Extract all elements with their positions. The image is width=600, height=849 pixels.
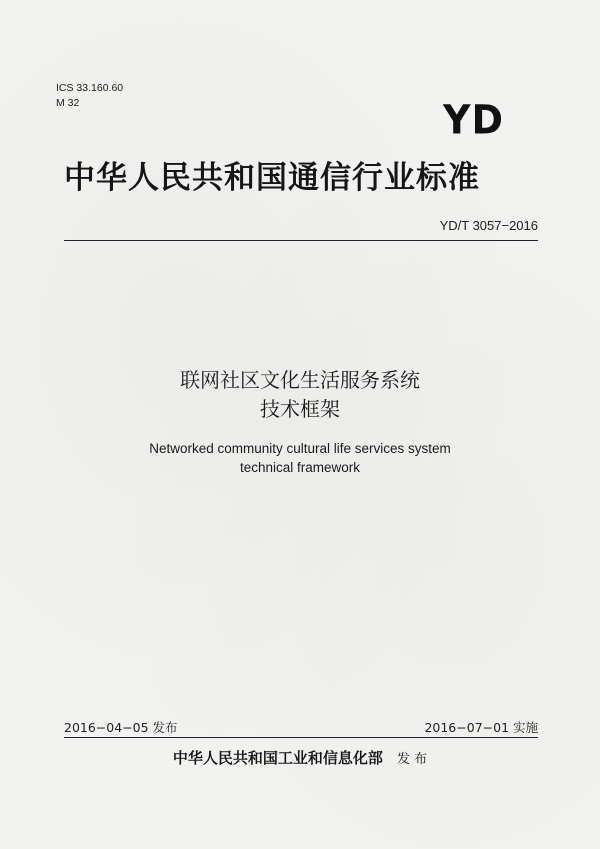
ics-code: ICS 33.160.60 xyxy=(56,82,124,94)
ccs-code: M 32 xyxy=(56,97,80,109)
document-title-cn-line2: 技术框架 xyxy=(260,397,340,421)
yd-logo: YD xyxy=(442,96,504,144)
document-title-cn-line1: 联网社区文化生活服务系统 xyxy=(180,368,420,392)
publisher-line xyxy=(0,747,600,768)
header-divider xyxy=(64,240,538,241)
publisher-name: 中华人民共和国工业和信息化部 xyxy=(172,749,383,767)
publish-date: 2016−04−05 发布 xyxy=(64,720,178,735)
implement-date: 2016−07−01 实施 xyxy=(424,720,538,735)
document-title-en-line2: technical framework xyxy=(239,460,361,475)
standard-number: YD/T 3057−2016 xyxy=(439,218,538,233)
document-title-en-line1: Networked community cultural life services system xyxy=(149,441,451,456)
publisher-suffix: 发 布 xyxy=(396,752,428,767)
footer-divider xyxy=(64,737,538,738)
standard-type-heading: 中华人民共和国通信行业标准 xyxy=(64,160,480,196)
